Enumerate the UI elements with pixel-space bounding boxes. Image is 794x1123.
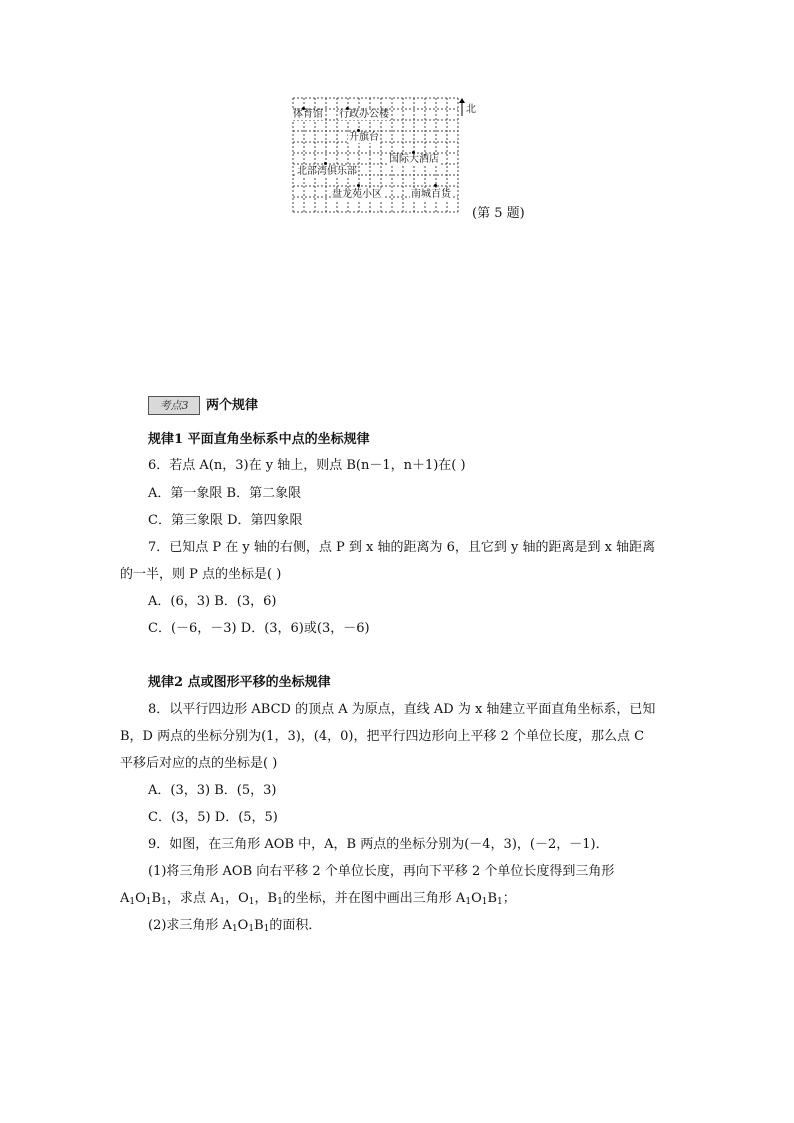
section-tag: 考点3	[148, 396, 200, 415]
place-label: 行政办公楼	[339, 109, 389, 120]
map-figure	[290, 96, 525, 221]
q8-stem-line1: 8．以平行四边形 ABCD 的顶点 A 为原点，直线 AD 为 x 轴建立平面直角坐标系，已知	[148, 702, 656, 717]
dot-panlong	[357, 184, 360, 187]
q9-part1-line1: (1)将三角形 AOB 向右平移 2 个单位长度，再向下平移 2 个单位长度得到三角形	[148, 864, 615, 879]
place-label: 国际大酒店	[389, 154, 439, 165]
q7-options-cd: C．(－6，－3) D．(3，6)或(3，－6)	[148, 621, 370, 636]
section-title: 两个规律	[206, 398, 259, 413]
dot-nancheng	[434, 184, 437, 187]
figure-caption: (第 5 题)	[472, 206, 525, 221]
q8-options-ab: A．(3，3) B．(5，3)	[148, 783, 277, 798]
place-label: 北部湾俱乐部	[297, 166, 357, 177]
place-label: 升旗台	[349, 132, 379, 143]
rule1-title: 规律1 平面直角坐标系中点的坐标规律	[148, 432, 370, 447]
q7-options-ab: A．(6，3) B．(3，6)	[148, 594, 277, 609]
q6-options-cd: C．第三象限 D．第四象限	[148, 513, 303, 528]
north-label: 北	[466, 104, 476, 115]
q9-stem: 9．如图，在三角形 AOB 中，A，B 两点的坐标分别为(－4，3)，(－2，－1)．	[148, 837, 609, 852]
q6-stem: 6．若点 A(n，3)在 y 轴上，则点 B(n－1，n＋1)在( )	[148, 458, 466, 473]
rule2-title: 规律2 点或图形平移的坐标规律	[148, 675, 331, 690]
north-arrow-icon	[458, 98, 466, 116]
q9-part2: (2)求三角形 $A_1O_1B_1$的面积．	[148, 918, 322, 934]
q8-stem-line3: 平移后对应的点的坐标是( )	[120, 756, 278, 771]
q8-stem-line2: B，D 两点的坐标分别为(1，3)，(4，0)，把平行四边形向上平移 2 个单位长度，那么点 C	[120, 729, 645, 744]
place-label: 盘龙苑小区	[332, 189, 382, 200]
q8-options-cd: C．(3，5) D．(5，5)	[148, 810, 278, 825]
q7-stem-line1: 7．已知点 P 在 y 轴的右侧，点 P 到 x 轴的距离为 6，且它到 y 轴的距离是到 x 轴距离	[148, 540, 656, 555]
place-label: 体育馆	[293, 109, 323, 120]
dot-beibuwan	[324, 162, 327, 165]
q6-options-ab: A．第一象限 B．第二象限	[148, 486, 302, 501]
q9-part1-line2: $A_1O_1B_1$，求点 $A_1$，$O_1$，$B_1$的坐标，并在图中画出三角形 $A_1O_1B_1$；	[120, 891, 516, 907]
q7-stem-line2: 的一半，则 P 点的坐标是( )	[120, 567, 282, 582]
place-label: 南城百货	[411, 189, 451, 200]
